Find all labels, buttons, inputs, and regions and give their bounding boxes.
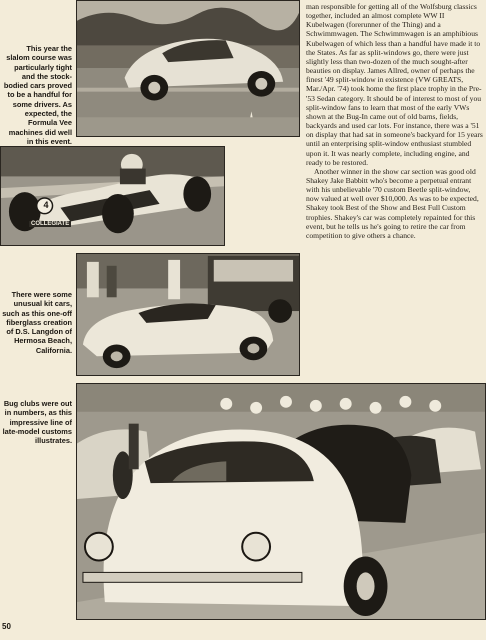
photo-formula-vee: [0, 146, 225, 246]
formula-vee-sponsor: COLLEGIATE: [31, 221, 70, 227]
caption-bug-clubs: Bug clubs were out in numbers, as this impressive line of late-model customs illustrates.: [2, 399, 72, 446]
photo-slalom-beetle: [76, 0, 300, 137]
article-paragraph-2: Another winner in the show car section was good old Shakey Jake Babbitt who's become a perpetual entrant with his unbelievable '70 custom Beetle split-window, now valued at well over $10,000. As was to be expected, Shakey took Best of the Show and Best Full Custom trophies. Shakey's car was completely repainted for this event, but he tells us he's going to retire the car from competition to give others a chance.: [306, 166, 479, 240]
caption-kit-cars: There were some unusual kit cars, such as this one-off fiberglass creation of D.S. Langdon of Hermosa Beach, California.: [2, 290, 72, 355]
photo-kit-car: [76, 253, 300, 376]
page-number: 50: [2, 622, 11, 631]
article-paragraph-1: man responsible for getting all of the Wolfsburg classics together, included an almost complete WW II Kubelwagen (forerunner of the Thing) and a Schwimmwagen. The Schwimmwagen is an amphibious Kubelwagen of which less than a handful have made it to the States. As far as split-windows go, there were just slightly less than two-dozen of the much sought-after beauties on display. James Allred, owner of perhaps the finest '49 split-window in existence (VW GREATS, Mar./Apr. '74) took home the first place trophy in the Pre-'53 Sedan category. It should be of interest to most of you split-window fans to learn that most of the early VWs shown at the Bug-In came out of old barns, fields, backyards and used car lots. For instance, there was a '51 on display that had sat in someone's backyard for 15 years until an enterprising split-window enthusiast stumbled upon it. It was nearly complete, including engine, and ready to be restored.: [306, 2, 483, 167]
formula-vee-number: 4: [43, 200, 49, 210]
article-body: [306, 2, 484, 240]
caption-slalom: This year the slalom course was particularly tight and the stock-bodied cars proved to be a handful for some drivers. As expected, the Formula Vee machines did well in this event.: [3, 44, 72, 146]
photo-custom-beetles: [76, 383, 486, 620]
